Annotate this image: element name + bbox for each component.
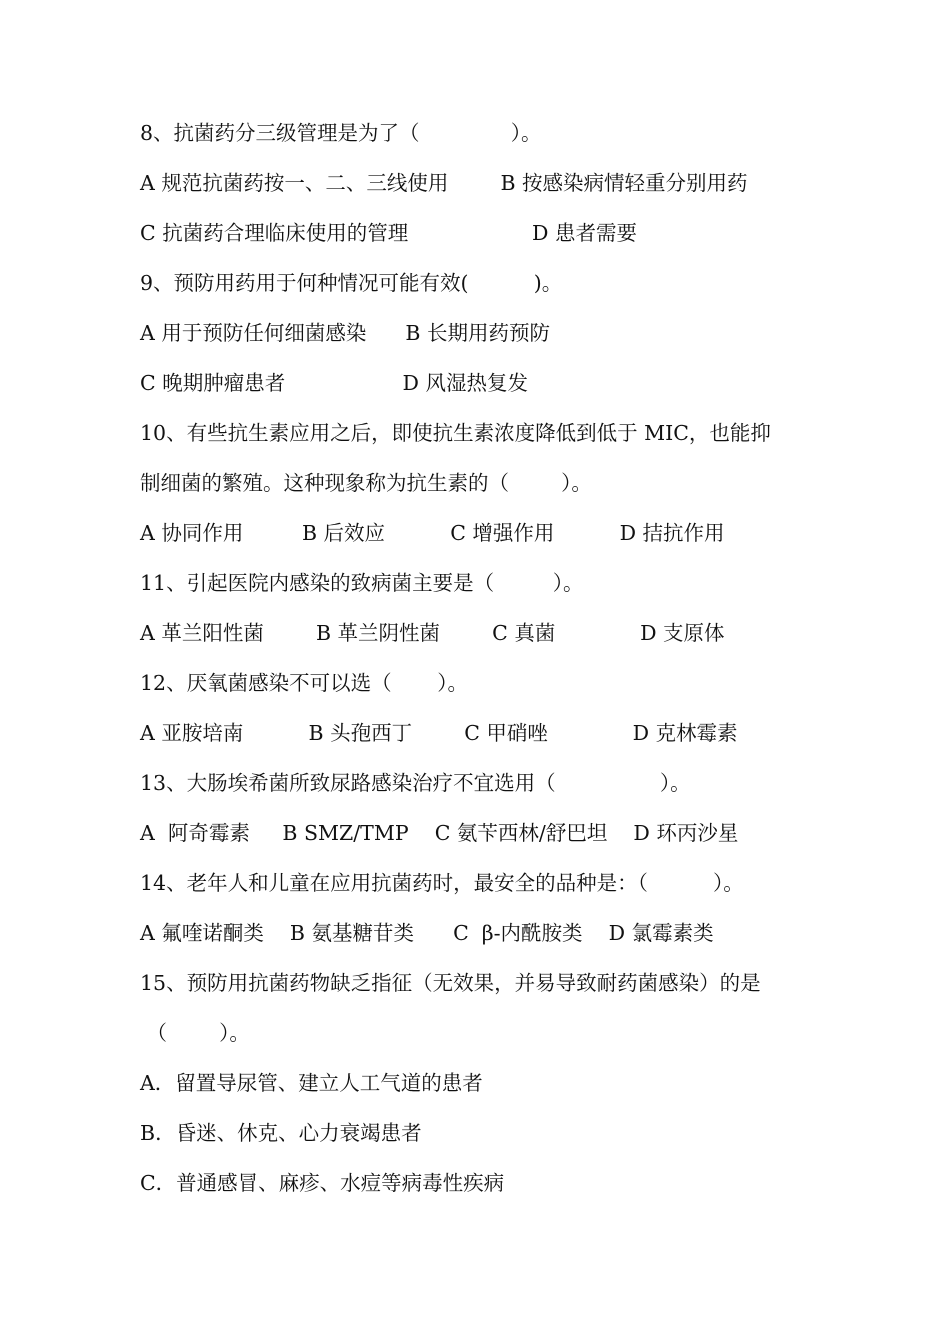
question-10-options: A 协同作用 B 后效应 C 增强作用 D 拮抗作用 bbox=[140, 521, 725, 545]
question-12-options: A 亚胺培南 B 头孢西丁 C 甲硝唑 D 克林霉素 bbox=[140, 721, 738, 745]
question-13-options: A 阿奇霉素 B SMZ/TMP C 氨苄西林/舒巴坦 D 环丙沙星 bbox=[140, 821, 739, 845]
question-8-stem: 8、抗菌药分三级管理是为了（ ）。 bbox=[140, 121, 542, 145]
question-14-stem: 14、老年人和儿童在应用抗菌药时，最安全的品种是：（ ）。 bbox=[140, 871, 744, 895]
question-9-stem: 9、预防用药用于何种情况可能有效( )。 bbox=[140, 271, 563, 295]
question-11-stem: 11、引起医院内感染的致病菌主要是（ ）。 bbox=[140, 571, 584, 595]
question-15-stem-line1: 15、预防用抗菌药物缺乏指征（无效果，并易导致耐药菌感染）的是 bbox=[140, 971, 761, 995]
question-9-options-ab: A 用于预防任何细菌感染 B 长期用药预防 bbox=[140, 321, 550, 345]
question-9-options-cd: C 晚期肿瘤患者 D 风湿热复发 bbox=[140, 371, 528, 395]
question-13-stem: 13、大肠埃希菌所致尿路感染治疗不宜选用（ ）。 bbox=[140, 771, 691, 795]
question-10-stem-line2: 制细菌的繁殖。这种现象称为抗生素的（ ）。 bbox=[140, 471, 592, 495]
question-15-option-c: C．普通感冒、麻疹、水痘等病毒性疾病 bbox=[140, 1171, 505, 1195]
question-10-stem-line1: 10、有些抗生素应用之后，即使抗生素浓度降低到低于 MIC，也能抑 bbox=[140, 421, 771, 445]
question-15-option-b: B．昏迷、休克、心力衰竭患者 bbox=[140, 1121, 422, 1145]
question-8-options-cd: C 抗菌药合理临床使用的管理 D 患者需要 bbox=[140, 221, 637, 245]
question-8-options-ab: A 规范抗菌药按一、二、三线使用 B 按感染病情轻重分别用药 bbox=[140, 171, 748, 195]
question-15-stem-line2: （ ）。 bbox=[140, 1021, 250, 1045]
question-15-option-a: A．留置导尿管、建立人工气道的患者 bbox=[140, 1071, 483, 1095]
question-12-stem: 12、厌氧菌感染不可以选（ ）。 bbox=[140, 671, 468, 695]
question-14-options: A 氟喹诺酮类 B 氨基糖苷类 C β-内酰胺类 D 氯霉素类 bbox=[140, 921, 714, 945]
question-11-options: A 革兰阳性菌 B 革兰阴性菌 C 真菌 D 支原体 bbox=[140, 621, 725, 645]
